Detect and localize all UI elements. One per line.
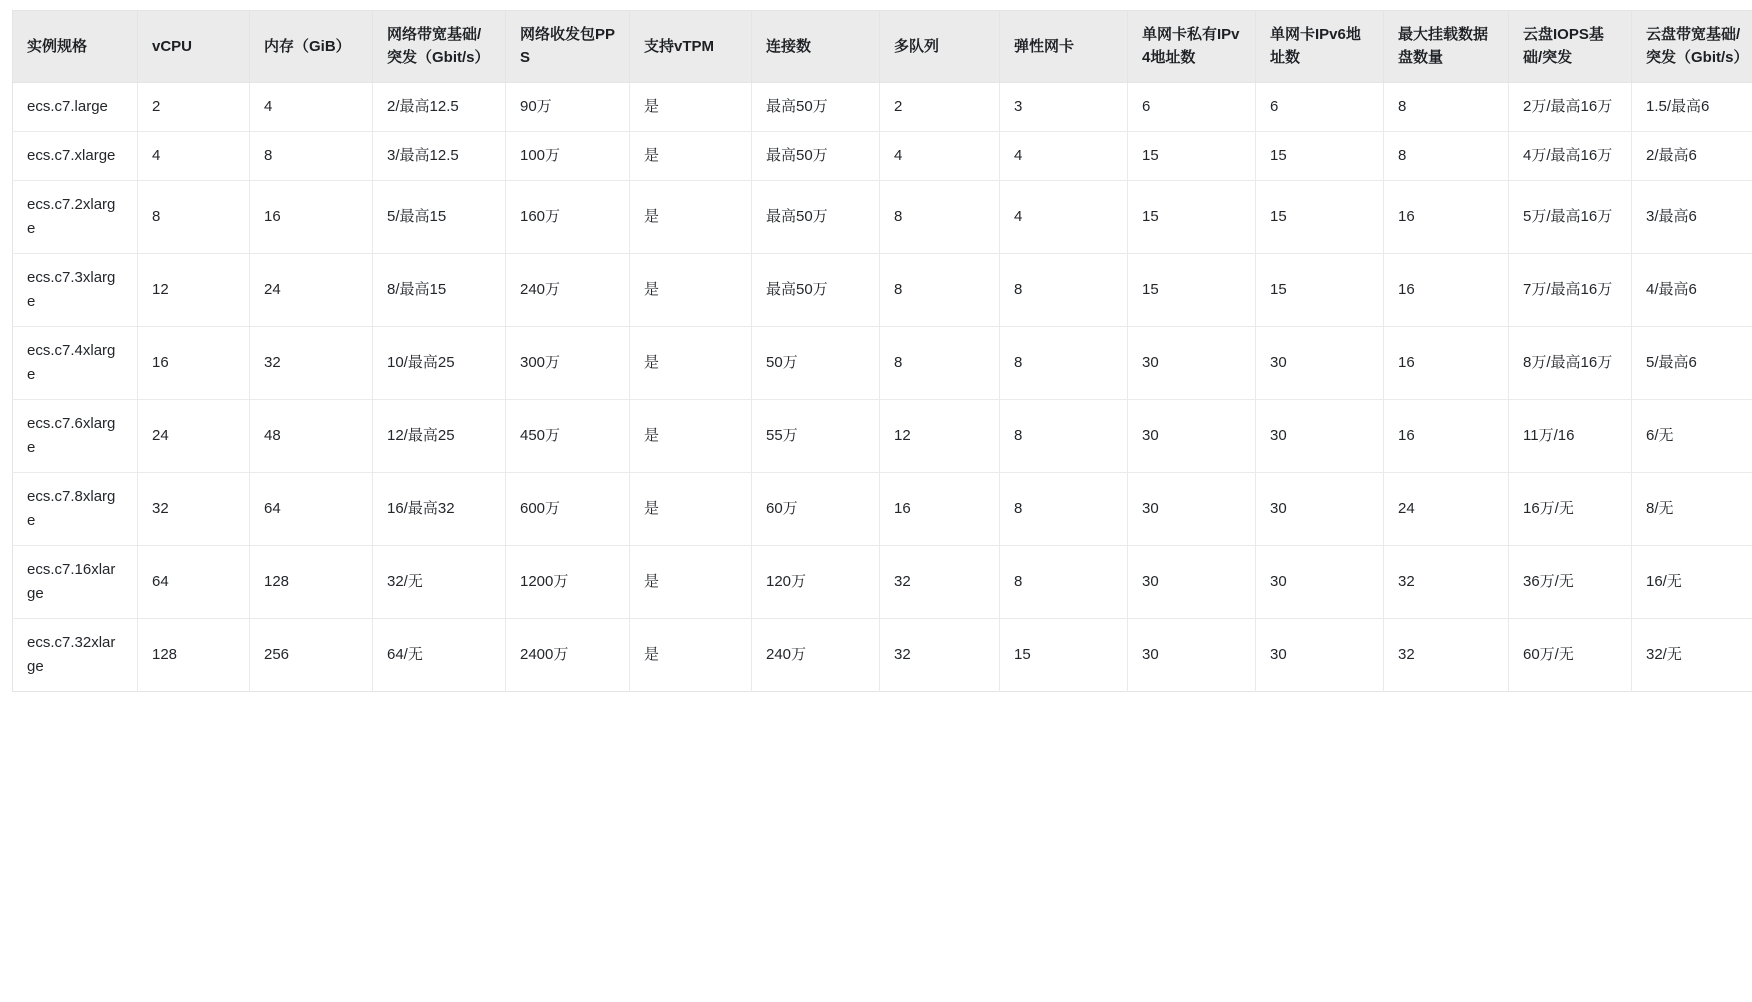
cell-vtpm: 是 <box>630 82 752 131</box>
cell-multi-queue: 8 <box>880 326 1000 399</box>
table-row <box>13 545 1752 618</box>
cell-disk-iops: 8万/最高16万 <box>1509 326 1632 399</box>
cell-multi-queue: 12 <box>880 399 1000 472</box>
cell-max-data-disks: 16 <box>1384 180 1509 253</box>
cell-ipv4-count: 15 <box>1128 253 1256 326</box>
cell-connections: 最高50万 <box>752 180 880 253</box>
cell-vcpu: 4 <box>138 131 250 180</box>
cell-instance-type: ecs.c7.6xlarge <box>13 399 138 472</box>
column-header-disk-iops: 云盘IOPS基础/突发 <box>1509 11 1632 83</box>
table-row <box>13 618 1752 691</box>
cell-vtpm: 是 <box>630 326 752 399</box>
cell-vcpu: 32 <box>138 472 250 545</box>
cell-vtpm: 是 <box>630 399 752 472</box>
cell-disk-iops: 36万/无 <box>1509 545 1632 618</box>
cell-pps: 160万 <box>506 180 630 253</box>
cell-ipv4-count: 15 <box>1128 180 1256 253</box>
cell-memory: 32 <box>250 326 373 399</box>
column-header-elastic-nic: 弹性网卡 <box>1000 11 1128 83</box>
cell-network-bandwidth: 12/最高25 <box>373 399 506 472</box>
cell-connections: 55万 <box>752 399 880 472</box>
cell-disk-iops: 11万/16 <box>1509 399 1632 472</box>
cell-max-data-disks: 16 <box>1384 399 1509 472</box>
cell-disk-bandwidth: 32/无 <box>1632 618 1752 691</box>
cell-instance-type: ecs.c7.large <box>13 82 138 131</box>
cell-ipv6-count: 30 <box>1256 326 1384 399</box>
cell-pps: 90万 <box>506 82 630 131</box>
column-header-ipv6-count: 单网卡IPv6地址数 <box>1256 11 1384 83</box>
cell-elastic-nic: 8 <box>1000 472 1128 545</box>
cell-network-bandwidth: 3/最高12.5 <box>373 131 506 180</box>
cell-ipv6-count: 30 <box>1256 618 1384 691</box>
cell-disk-bandwidth: 6/无 <box>1632 399 1752 472</box>
cell-elastic-nic: 15 <box>1000 618 1128 691</box>
table-header <box>13 11 1752 83</box>
cell-elastic-nic: 4 <box>1000 131 1128 180</box>
cell-vcpu: 64 <box>138 545 250 618</box>
cell-connections: 240万 <box>752 618 880 691</box>
cell-multi-queue: 32 <box>880 618 1000 691</box>
cell-network-bandwidth: 10/最高25 <box>373 326 506 399</box>
column-header-network-bandwidth: 网络带宽基础/突发（Gbit/s） <box>373 11 506 83</box>
cell-pps: 300万 <box>506 326 630 399</box>
cell-pps: 600万 <box>506 472 630 545</box>
table-row <box>13 472 1752 545</box>
cell-disk-iops: 2万/最高16万 <box>1509 82 1632 131</box>
table-row <box>13 399 1752 472</box>
cell-ipv4-count: 30 <box>1128 472 1256 545</box>
table-row <box>13 131 1752 180</box>
table-row <box>13 253 1752 326</box>
column-header-memory: 内存（GiB） <box>250 11 373 83</box>
cell-max-data-disks: 32 <box>1384 618 1509 691</box>
cell-instance-type: ecs.c7.32xlarge <box>13 618 138 691</box>
cell-vtpm: 是 <box>630 472 752 545</box>
cell-vcpu: 12 <box>138 253 250 326</box>
cell-multi-queue: 8 <box>880 253 1000 326</box>
cell-memory: 4 <box>250 82 373 131</box>
cell-connections: 最高50万 <box>752 131 880 180</box>
cell-vcpu: 2 <box>138 82 250 131</box>
cell-memory: 48 <box>250 399 373 472</box>
cell-ipv4-count: 30 <box>1128 618 1256 691</box>
cell-ipv6-count: 30 <box>1256 472 1384 545</box>
cell-pps: 1200万 <box>506 545 630 618</box>
column-header-connections: 连接数 <box>752 11 880 83</box>
column-header-vcpu: vCPU <box>138 11 250 83</box>
cell-network-bandwidth: 16/最高32 <box>373 472 506 545</box>
cell-ipv4-count: 30 <box>1128 545 1256 618</box>
cell-disk-bandwidth: 4/最高6 <box>1632 253 1752 326</box>
cell-elastic-nic: 8 <box>1000 326 1128 399</box>
table-header-row <box>13 11 1752 83</box>
cell-vtpm: 是 <box>630 253 752 326</box>
cell-max-data-disks: 16 <box>1384 253 1509 326</box>
cell-disk-iops: 16万/无 <box>1509 472 1632 545</box>
cell-pps: 2400万 <box>506 618 630 691</box>
cell-vcpu: 16 <box>138 326 250 399</box>
cell-max-data-disks: 16 <box>1384 326 1509 399</box>
cell-instance-type: ecs.c7.8xlarge <box>13 472 138 545</box>
column-header-multi-queue: 多队列 <box>880 11 1000 83</box>
cell-disk-iops: 5万/最高16万 <box>1509 180 1632 253</box>
cell-max-data-disks: 8 <box>1384 82 1509 131</box>
cell-memory: 24 <box>250 253 373 326</box>
cell-memory: 64 <box>250 472 373 545</box>
cell-memory: 256 <box>250 618 373 691</box>
cell-connections: 50万 <box>752 326 880 399</box>
column-header-max-data-disks: 最大挂载数据盘数量 <box>1384 11 1509 83</box>
column-header-ipv4-count: 单网卡私有IPv4地址数 <box>1128 11 1256 83</box>
cell-ipv4-count: 30 <box>1128 399 1256 472</box>
cell-vcpu: 8 <box>138 180 250 253</box>
cell-network-bandwidth: 32/无 <box>373 545 506 618</box>
cell-ipv6-count: 30 <box>1256 545 1384 618</box>
cell-multi-queue: 32 <box>880 545 1000 618</box>
cell-pps: 240万 <box>506 253 630 326</box>
cell-max-data-disks: 32 <box>1384 545 1509 618</box>
cell-disk-iops: 60万/无 <box>1509 618 1632 691</box>
cell-memory: 8 <box>250 131 373 180</box>
cell-elastic-nic: 3 <box>1000 82 1128 131</box>
column-header-pps: 网络收发包PPS <box>506 11 630 83</box>
cell-multi-queue: 16 <box>880 472 1000 545</box>
table-body <box>13 82 1752 691</box>
cell-disk-iops: 7万/最高16万 <box>1509 253 1632 326</box>
cell-disk-bandwidth: 16/无 <box>1632 545 1752 618</box>
cell-ipv6-count: 15 <box>1256 180 1384 253</box>
cell-memory: 16 <box>250 180 373 253</box>
cell-disk-bandwidth: 8/无 <box>1632 472 1752 545</box>
cell-multi-queue: 8 <box>880 180 1000 253</box>
cell-disk-bandwidth: 5/最高6 <box>1632 326 1752 399</box>
cell-connections: 60万 <box>752 472 880 545</box>
cell-ipv4-count: 15 <box>1128 131 1256 180</box>
column-header-disk-bandwidth: 云盘带宽基础/突发（Gbit/s） <box>1632 11 1752 83</box>
cell-network-bandwidth: 8/最高15 <box>373 253 506 326</box>
cell-instance-type: ecs.c7.16xlarge <box>13 545 138 618</box>
cell-vcpu: 24 <box>138 399 250 472</box>
cell-elastic-nic: 8 <box>1000 545 1128 618</box>
cell-connections: 最高50万 <box>752 82 880 131</box>
cell-max-data-disks: 24 <box>1384 472 1509 545</box>
instance-specification-table <box>12 10 1752 692</box>
cell-ipv6-count: 15 <box>1256 131 1384 180</box>
cell-multi-queue: 4 <box>880 131 1000 180</box>
cell-elastic-nic: 8 <box>1000 399 1128 472</box>
cell-instance-type: ecs.c7.xlarge <box>13 131 138 180</box>
cell-vtpm: 是 <box>630 545 752 618</box>
cell-connections: 120万 <box>752 545 880 618</box>
cell-network-bandwidth: 64/无 <box>373 618 506 691</box>
cell-ipv6-count: 30 <box>1256 399 1384 472</box>
cell-multi-queue: 2 <box>880 82 1000 131</box>
cell-pps: 100万 <box>506 131 630 180</box>
table-row <box>13 180 1752 253</box>
cell-elastic-nic: 8 <box>1000 253 1128 326</box>
cell-vtpm: 是 <box>630 618 752 691</box>
column-header-vtpm: 支持vTPM <box>630 11 752 83</box>
column-header-instance-type: 实例规格 <box>13 11 138 83</box>
cell-disk-iops: 4万/最高16万 <box>1509 131 1632 180</box>
cell-pps: 450万 <box>506 399 630 472</box>
cell-disk-bandwidth: 2/最高6 <box>1632 131 1752 180</box>
cell-max-data-disks: 8 <box>1384 131 1509 180</box>
cell-memory: 128 <box>250 545 373 618</box>
cell-disk-bandwidth: 3/最高6 <box>1632 180 1752 253</box>
cell-instance-type: ecs.c7.3xlarge <box>13 253 138 326</box>
cell-elastic-nic: 4 <box>1000 180 1128 253</box>
cell-ipv6-count: 6 <box>1256 82 1384 131</box>
cell-ipv4-count: 30 <box>1128 326 1256 399</box>
cell-ipv6-count: 15 <box>1256 253 1384 326</box>
table-row <box>13 326 1752 399</box>
cell-instance-type: ecs.c7.4xlarge <box>13 326 138 399</box>
cell-ipv4-count: 6 <box>1128 82 1256 131</box>
cell-network-bandwidth: 2/最高12.5 <box>373 82 506 131</box>
cell-instance-type: ecs.c7.2xlarge <box>13 180 138 253</box>
cell-connections: 最高50万 <box>752 253 880 326</box>
cell-vtpm: 是 <box>630 180 752 253</box>
cell-vcpu: 128 <box>138 618 250 691</box>
cell-network-bandwidth: 5/最高15 <box>373 180 506 253</box>
table-row <box>13 82 1752 131</box>
cell-vtpm: 是 <box>630 131 752 180</box>
cell-disk-bandwidth: 1.5/最高6 <box>1632 82 1752 131</box>
